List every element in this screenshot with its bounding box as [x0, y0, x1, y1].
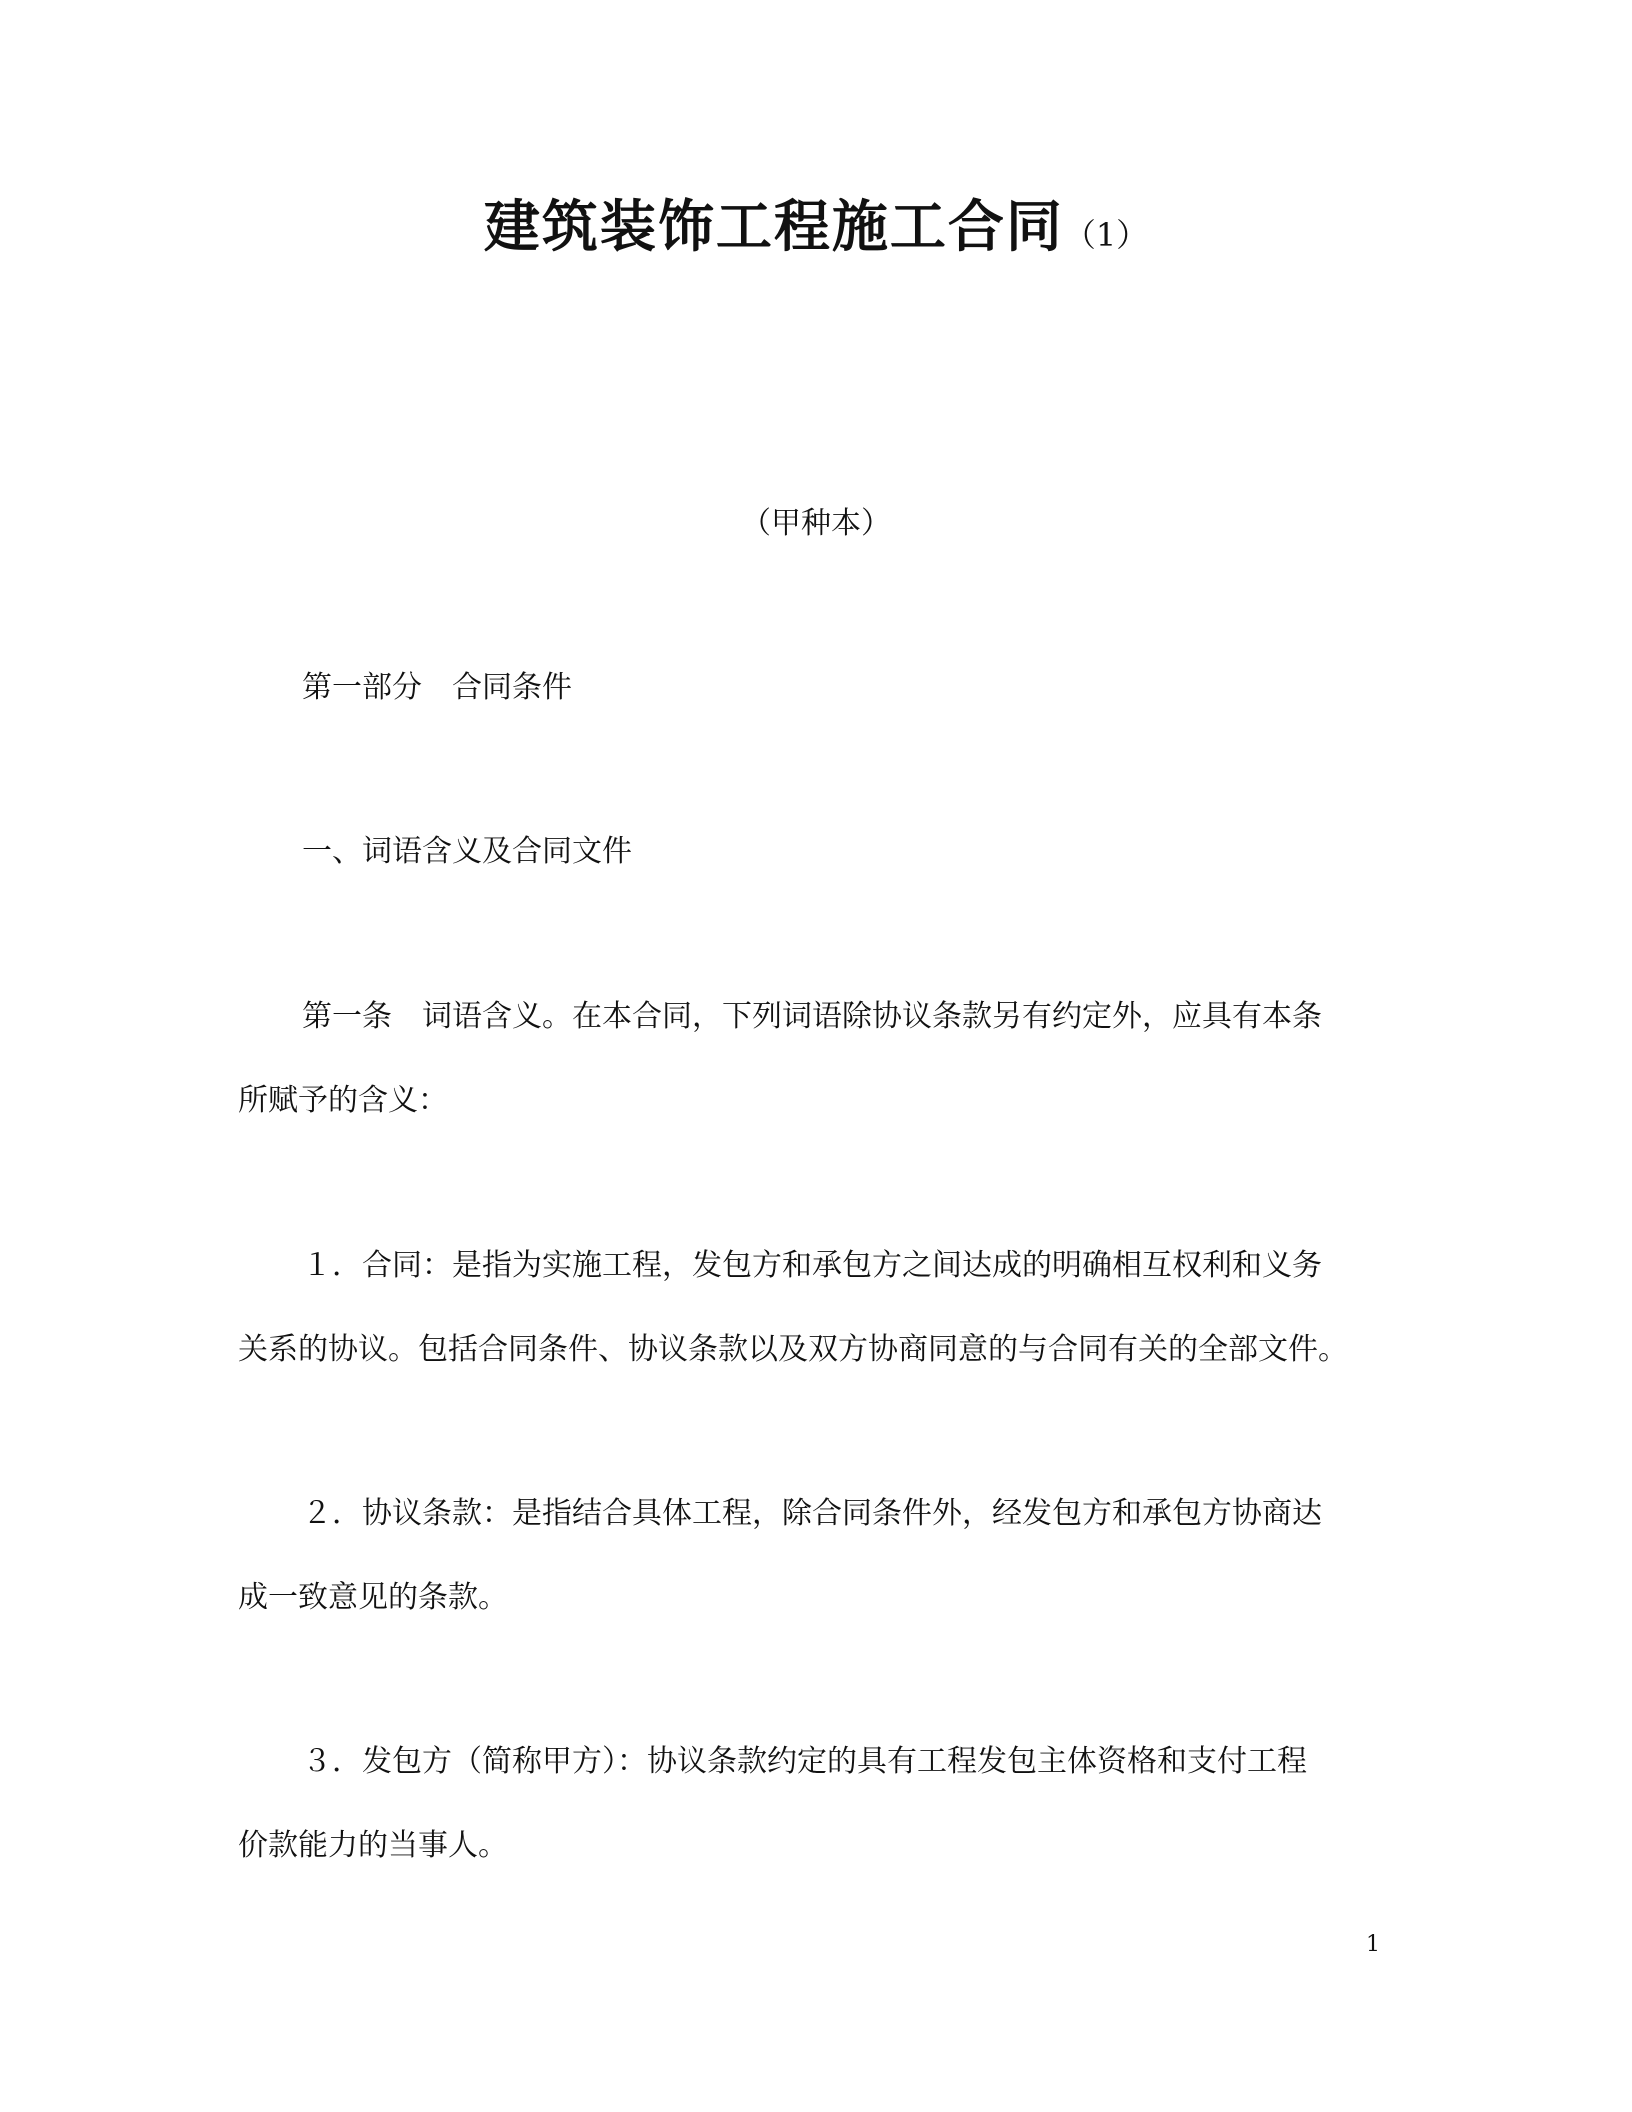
- item-1-line-1: １．合同：是指为实施工程，发包方和承包方之间达成的明确相互权利和义务: [302, 1248, 1322, 1283]
- item-3-line-2: 价款能力的当事人。: [238, 1828, 508, 1863]
- item-2-line-1: ２．协议条款：是指结合具体工程，除合同条件外，经发包方和承包方协商达: [302, 1496, 1322, 1531]
- article-1-line-2: 所赋予的含义：: [238, 1083, 448, 1118]
- section-heading: 一、词语含义及合同文件: [302, 834, 632, 869]
- item-1-line-2: 关系的协议。包括合同条件、协议条款以及双方协商同意的与合同有关的全部文件。: [238, 1332, 1348, 1367]
- item-3-line-1: ３．发包方（简称甲方）：协议条款约定的具有工程发包主体资格和支付工程: [302, 1744, 1307, 1779]
- document-title-suffix: （1）: [1063, 216, 1149, 254]
- edition-label: （甲种本）: [741, 506, 891, 541]
- page-number: 1: [1366, 1932, 1380, 1957]
- article-1-line-1: 第一条 词语含义。在本合同，下列词语除协议条款另有约定外，应具有本条: [302, 999, 1322, 1034]
- document-title-line: [0, 188, 1632, 275]
- part-heading: 第一部分 合同条件: [302, 670, 572, 705]
- item-2-line-2: 成一致意见的条款。: [238, 1580, 508, 1615]
- document-title: 建筑装饰工程施工合同: [483, 195, 1064, 260]
